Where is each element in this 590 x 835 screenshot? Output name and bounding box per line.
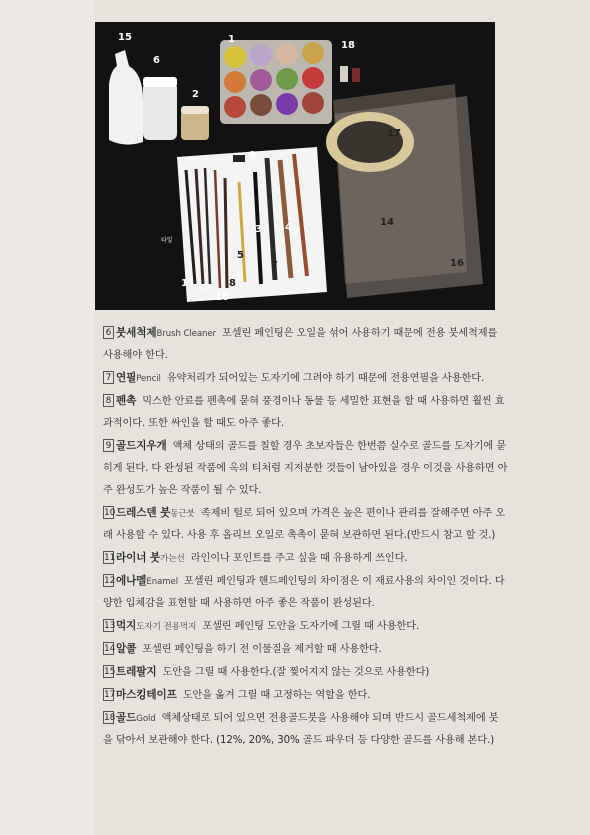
item-description: 도안을 그릴 때 사용한다.(잘 찢어지지 않는 것으로 사용한다)	[162, 667, 430, 678]
item-subterm: 도자기 전용먹지	[136, 622, 197, 632]
item-7	[103, 367, 508, 390]
item-term: 에나멜	[116, 575, 147, 587]
item-10	[103, 502, 508, 547]
item-term: 알콜	[116, 643, 137, 655]
paint-brick	[224, 96, 246, 118]
photo-label-7: 7	[271, 260, 278, 271]
item-8	[103, 390, 508, 435]
item-number: 11	[104, 553, 116, 563]
photo-label-6: 6	[153, 55, 160, 66]
gold-bottle-b	[352, 68, 360, 82]
item-description: 포셀린 페인팅 도안을 도자기에 그릴 때 사용한다.	[202, 621, 420, 632]
tool-descriptions	[103, 322, 508, 752]
photo-label-17: 17	[387, 128, 401, 139]
paint-ochre	[302, 42, 324, 64]
item-9	[103, 435, 508, 502]
item-13	[103, 615, 508, 638]
item-12	[103, 570, 508, 615]
paint-red	[302, 67, 324, 89]
brush-cleaner-jar	[143, 82, 177, 140]
photo-label-1: 1	[228, 34, 235, 45]
item-term: 트레팔지	[116, 666, 157, 678]
photo-label-3: 3	[255, 224, 262, 235]
enamel-jar	[181, 110, 209, 140]
item-term: 먹지	[116, 620, 137, 632]
item-subterm: Brush Cleaner	[156, 329, 216, 339]
item-number: 7	[103, 371, 114, 384]
item-description: 믹스한 안료를 펜촉에 묻혀 풍경이나 동물 등 세밀한 표현을 할 때 사용하면 훨씬 효과적이다. 또한 싸인을 할 때도 아주 좋다.	[103, 396, 505, 429]
item-term: 마스킹테이프	[116, 689, 177, 701]
alcohol-bottle	[109, 50, 143, 145]
photo-label-14: 14	[380, 217, 394, 228]
item-description: 도안을 옮겨 그릴 때 고정하는 역할을 한다.	[182, 690, 371, 701]
item-subterm: Gold	[136, 714, 156, 724]
item-term: 골드지우개	[116, 440, 167, 452]
paint-rust	[302, 92, 324, 114]
item-number: 12	[104, 576, 116, 586]
item-term: 라이너 붓	[116, 552, 161, 564]
paint-lilac	[250, 44, 272, 66]
paint-beige	[276, 43, 298, 65]
item-subterm: 동근붓	[170, 509, 195, 519]
item-description: 포셀린 페인팅은 오일을 섞어 사용하기 때문에 전용 붓세척제를 사용해야 한다.	[103, 328, 498, 361]
margin-strip	[0, 0, 95, 835]
dresden-brush	[225, 178, 227, 288]
paint-green	[276, 68, 298, 90]
item-subterm: Enamel	[146, 577, 178, 587]
item-number: 10	[104, 508, 116, 518]
photo-label-18: 18	[341, 40, 355, 51]
item-description: 라인이나 포인트를 주고 싶을 때 유용하게 쓰인다.	[190, 553, 408, 564]
item-subterm: 가는선	[160, 554, 185, 564]
item-term: 펜촉	[116, 395, 137, 407]
photo-label-4: 4	[285, 222, 292, 233]
paint-orange	[224, 71, 246, 93]
item-description: 액체 상태의 골드를 칠할 경우 초보자들은 한번쯤 실수로 골드를 도자기에 묻히게 된다. 다 완성된 작품에 옥의 티처럼 지저분한 것들이 남아있을 경우 이것을 사용하면 아주 완성도가 높은 작품이 될 수 있다.	[103, 441, 508, 496]
gold-bottle-a	[340, 66, 348, 82]
item-6	[103, 322, 508, 367]
photo-label-5: 5	[237, 250, 244, 261]
item-description: 포셀린 페인팅과 핸드페인팅의 차이점은 이 재료사용의 차이인 것이다. 다양한 입체감을 표현할 때 사용하면 아주 좋은 작품이 완성된다.	[103, 576, 505, 609]
item-number: 15	[104, 667, 116, 677]
item-11	[103, 547, 508, 570]
item-term: 골드	[116, 712, 137, 724]
tools-photo	[95, 22, 495, 310]
photo-label-16: 16	[450, 258, 464, 269]
item-number: 13	[104, 621, 116, 631]
item-term: 연필	[116, 372, 137, 384]
item-term: 붓세척제	[116, 327, 157, 339]
item-18	[103, 707, 508, 752]
item-description: 포셀린 페인팅을 하기 전 이물질을 제거할 때 사용한다.	[142, 644, 382, 655]
item-number: 18	[104, 713, 116, 723]
photo-label-10: 10	[215, 292, 229, 303]
item-term: 드레스덴 붓	[116, 507, 171, 519]
gold-eraser	[233, 155, 245, 162]
photo-label-9: 9	[249, 150, 256, 161]
photo-label-11: 11	[181, 278, 195, 289]
item-number: 17	[104, 690, 116, 700]
jar-lid	[143, 77, 177, 87]
enamel-lid	[181, 106, 209, 114]
item-17	[103, 684, 508, 707]
paint-yellow	[224, 46, 246, 68]
paint-magenta	[250, 69, 272, 91]
photo-label-12: 12	[195, 285, 203, 292]
item-number: 9	[103, 439, 114, 452]
item-14	[103, 638, 508, 661]
item-number: 8	[103, 394, 114, 407]
photo-label-8: 8	[229, 278, 236, 289]
item-15	[103, 661, 508, 684]
item-description: 액체상태로 되어 있으면 전용골드붓을 사용해야 되며 반드시 골드세척제에 붓을 닦아서 보관해야 한다. (12%, 20%, 30% 골드 파우더 등 다양한 골드를 사용해 본다.)	[103, 713, 499, 746]
item-description: 유약처리가 되어있는 도자기에 그려야 하기 때문에 전용연필을 사용한다.	[166, 373, 485, 384]
photo-label-ta: 타잎	[161, 237, 173, 244]
paint-brown	[250, 94, 272, 116]
photo-label-15: 15	[118, 32, 132, 43]
item-number: 14	[104, 644, 116, 654]
photo-label-2: 2	[192, 89, 199, 100]
photo-label-13: 13	[203, 285, 211, 292]
item-number: 6	[103, 326, 114, 339]
item-subterm: Pencil	[136, 374, 161, 384]
item-description: 족제비 털로 되어 있으며 가격은 높은 편이나 관리를 잘해주면 아주 오래 사용할 수 있다. 사용 후 올리브 오일로 촉촉이 묻혀 보관하면 된다.(반드시 참고 할 것.)	[103, 508, 506, 541]
paint-violet	[276, 93, 298, 115]
